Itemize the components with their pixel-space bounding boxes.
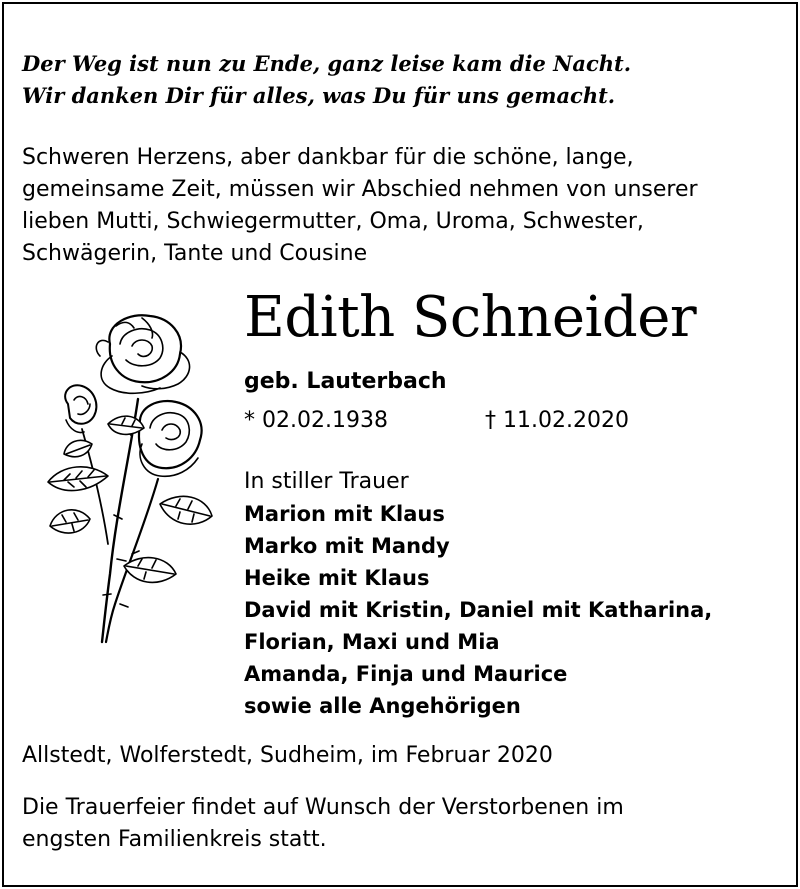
mourning-intro: In stiller Trauer <box>244 469 409 494</box>
motto-verse <box>22 48 782 112</box>
mourners-list <box>244 498 789 722</box>
mourner-line: sowie alle Angehörigen <box>244 694 521 718</box>
mourner-line: David mit Kristin, Daniel mit Katharina, <box>244 598 713 622</box>
maiden-name: geb. Lauterbach <box>244 369 447 394</box>
intro-line: lieben Mutti, Schwiegermutter, Oma, Uroma, Schwester, <box>22 209 644 234</box>
motto-line: Der Weg ist nun zu Ende, ganz leise kam die Nacht. <box>22 51 632 76</box>
birth-date: * 02.02.1938 <box>244 408 388 433</box>
intro-text <box>22 142 782 270</box>
obituary-notice <box>2 2 798 887</box>
mourner-line: Marko mit Mandy <box>244 534 450 558</box>
death-date: † 11.02.2020 <box>485 408 629 433</box>
deceased-name: Edith Schneider <box>244 285 697 350</box>
intro-line: Schweren Herzens, aber dankbar für die schöne, lange, <box>22 145 634 170</box>
rose-icon <box>20 304 220 654</box>
funeral-note-line: Die Trauerfeier findet auf Wunsch der Verstorbenen im <box>22 795 624 820</box>
intro-line: Schwägerin, Tante und Cousine <box>22 241 368 266</box>
motto-line: Wir danken Dir für alles, was Du für uns gemacht. <box>22 83 616 108</box>
funeral-note-line: engsten Familienkreis statt. <box>22 827 327 852</box>
mourner-line: Marion mit Klaus <box>244 502 445 526</box>
funeral-note <box>22 792 782 856</box>
mourner-line: Amanda, Finja und Maurice <box>244 662 568 686</box>
intro-line: gemeinsame Zeit, müssen wir Abschied nehmen von unserer <box>22 177 698 202</box>
mourner-line: Florian, Maxi und Mia <box>244 630 500 654</box>
place-and-date: Allstedt, Wolferstedt, Sudheim, im Februar 2020 <box>22 743 553 768</box>
mourner-line: Heike mit Klaus <box>244 566 430 590</box>
